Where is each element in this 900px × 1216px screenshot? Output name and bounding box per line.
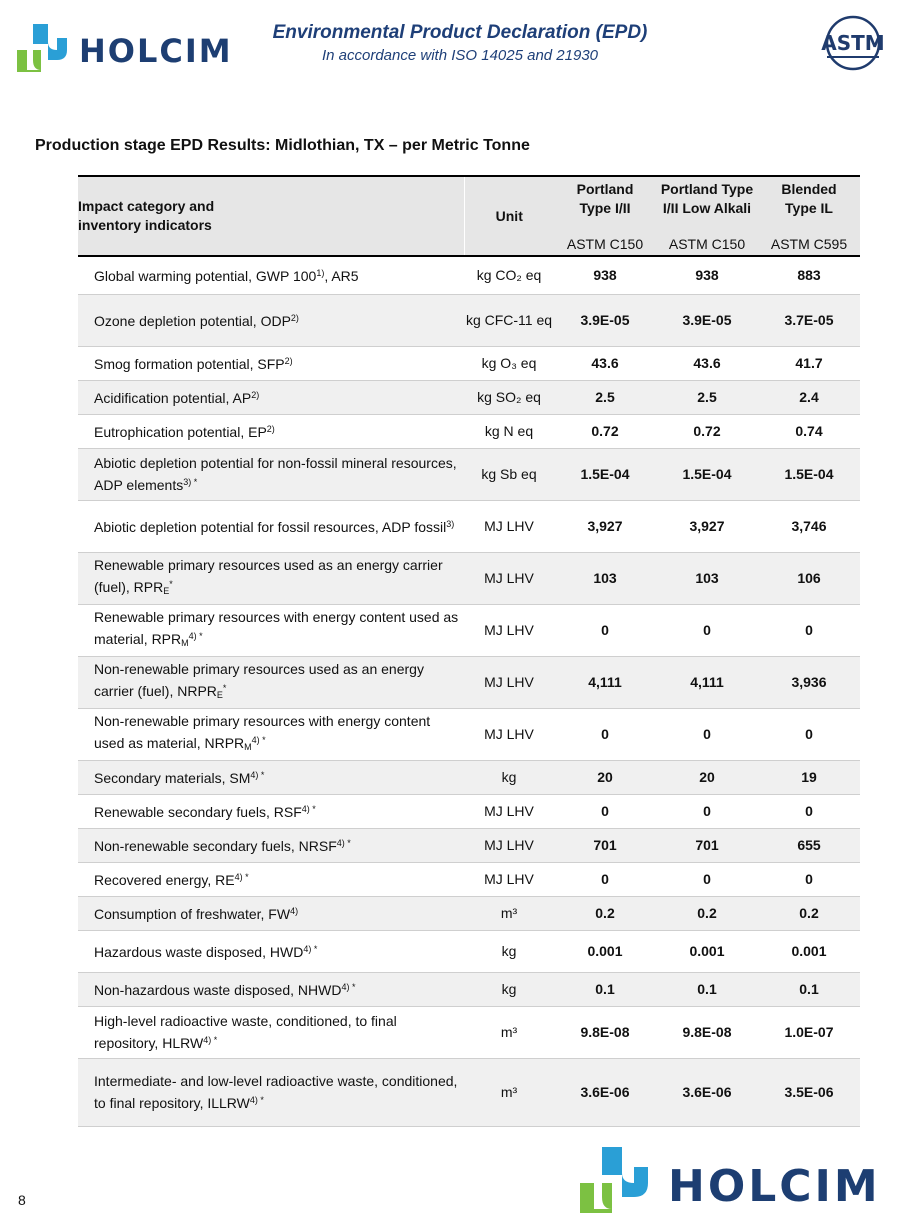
value-cell: 0: [758, 708, 860, 760]
unit-cell: MJ LHV: [464, 552, 554, 604]
unit-cell: MJ LHV: [464, 862, 554, 896]
page-number: 8: [18, 1192, 26, 1208]
indicator-cell: Renewable primary resources used as an energy carrier (fuel), $RPR_E^*$: [78, 552, 464, 604]
indicator-cell: Intermediate- and low-level radioactive waste, conditioned, to final repository, $ILLRW^{4) *}$: [78, 1058, 464, 1126]
table-row: [78, 552, 860, 604]
value-cell: 3.5E-06: [758, 1058, 860, 1126]
value-cell: 103: [554, 552, 656, 604]
value-cell: 883: [758, 256, 860, 294]
table-row: [78, 794, 860, 828]
unit-cell: MJ LHV: [464, 604, 554, 656]
value-cell: 2.4: [758, 380, 860, 414]
page-header: [0, 0, 900, 90]
value-cell: 43.6: [554, 346, 656, 380]
value-cell: 20: [656, 760, 758, 794]
value-cell: 0.001: [554, 930, 656, 972]
table-row: [78, 896, 860, 930]
unit-cell: kg: [464, 972, 554, 1006]
document-title: Environmental Product Declaration (EPD): [272, 22, 648, 43]
value-cell: 0: [758, 862, 860, 896]
value-cell: 1.5E-04: [758, 448, 860, 500]
logo-text: HOLCIM: [79, 32, 233, 70]
indicator-cell: Abiotic depletion potential for fossil resources, ADP fossil$^{3)}$: [78, 500, 464, 552]
value-cell: 0.1: [656, 972, 758, 1006]
value-cell: 20: [554, 760, 656, 794]
product-column-header: Portland Type I/II ASTM C150: [554, 176, 656, 256]
value-cell: 0: [758, 604, 860, 656]
value-cell: 701: [554, 828, 656, 862]
indicator-cell: Acidification potential, AP$^{2)}$: [78, 380, 464, 414]
table-row: [78, 708, 860, 760]
unit-cell: kg O₃ eq: [464, 346, 554, 380]
value-cell: 1.5E-04: [656, 448, 758, 500]
table-header-row: [78, 176, 860, 256]
value-cell: 3.7E-05: [758, 294, 860, 346]
value-cell: 0.2: [758, 896, 860, 930]
value-cell: 1.0E-07: [758, 1006, 860, 1058]
value-cell: 0.2: [554, 896, 656, 930]
table-row: [78, 760, 860, 794]
indicator-cell: Abiotic depletion potential for non-fossil mineral resources, ADP elements$^{3) *}$: [78, 448, 464, 500]
unit-cell: kg: [464, 930, 554, 972]
unit-cell: m³: [464, 1058, 554, 1126]
table-row: [78, 828, 860, 862]
indicator-cell: Renewable secondary fuels, $RSF^{4) *}$: [78, 794, 464, 828]
indicator-cell: Recovered energy, $RE^{4) *}$: [78, 862, 464, 896]
indicator-cell: Non-renewable secondary fuels, $NRSF^{4) *}$: [78, 828, 464, 862]
unit-cell: kg Sb eq: [464, 448, 554, 500]
value-cell: 4,111: [554, 656, 656, 708]
value-cell: 0: [554, 604, 656, 656]
value-cell: 0.72: [656, 414, 758, 448]
value-cell: 0: [554, 862, 656, 896]
unit-cell: m³: [464, 896, 554, 930]
value-cell: 0.72: [554, 414, 656, 448]
value-cell: 3,746: [758, 500, 860, 552]
value-cell: 3,936: [758, 656, 860, 708]
value-cell: 9.8E-08: [656, 1006, 758, 1058]
indicator-cell: Renewable primary resources with energy content used as material, $RPR_M^{4) *}$: [78, 604, 464, 656]
table-row: [78, 656, 860, 708]
table-row: [78, 346, 860, 380]
table-row: [78, 256, 860, 294]
unit-cell: MJ LHV: [464, 500, 554, 552]
value-cell: 0: [758, 794, 860, 828]
indicator-cell: Smog formation potential, SFP$^{2)}$: [78, 346, 464, 380]
indicator-cell: Ozone depletion potential, ODP$^{2)}$: [78, 294, 464, 346]
unit-cell: m³: [464, 1006, 554, 1058]
astm-seal-text: ASTM: [821, 31, 885, 55]
indicator-cell: Non-renewable primary resources with energy content used as material, $NRPR_M^{4) *}$: [78, 708, 464, 760]
value-cell: 0.1: [554, 972, 656, 1006]
value-cell: 4,111: [656, 656, 758, 708]
indicator-column-header: Impact category and inventory indicators: [78, 176, 464, 256]
table-row: [78, 1058, 860, 1126]
indicator-cell: Global warming potential, GWP 100$^{1)}$, AR5: [78, 256, 464, 294]
value-cell: 3.6E-06: [554, 1058, 656, 1126]
value-cell: 0.74: [758, 414, 860, 448]
table-row: [78, 972, 860, 1006]
unit-cell: MJ LHV: [464, 708, 554, 760]
unit-cell: kg CO₂ eq: [464, 256, 554, 294]
value-cell: 19: [758, 760, 860, 794]
unit-cell: MJ LHV: [464, 828, 554, 862]
table-row: [78, 448, 860, 500]
value-cell: 43.6: [656, 346, 758, 380]
value-cell: 106: [758, 552, 860, 604]
unit-cell: kg N eq: [464, 414, 554, 448]
value-cell: 3,927: [554, 500, 656, 552]
table-row: [78, 294, 860, 346]
product-column-header: Portland Type I/II Low Alkali ASTM C150: [656, 176, 758, 256]
product-column-header: Blended Type IL ASTM C595: [758, 176, 860, 256]
value-cell: 2.5: [656, 380, 758, 414]
value-cell: 0: [554, 794, 656, 828]
page-title: Production stage EPD Results: Midlothian, TX – per Metric Tonne: [35, 137, 530, 154]
unit-cell: kg SO₂ eq: [464, 380, 554, 414]
holcim-logo-footer: [580, 1143, 900, 1215]
value-cell: 1.5E-04: [554, 448, 656, 500]
indicator-cell: Eutrophication potential, EP$^{2)}$: [78, 414, 464, 448]
value-cell: 655: [758, 828, 860, 862]
value-cell: 0.2: [656, 896, 758, 930]
table-row: [78, 414, 860, 448]
unit-cell: MJ LHV: [464, 656, 554, 708]
table-row: [78, 930, 860, 972]
value-cell: 3.9E-05: [656, 294, 758, 346]
table-row: [78, 862, 860, 896]
table-row: [78, 500, 860, 552]
epd-results-table: [78, 175, 860, 1127]
document-subtitle: In accordance with ISO 14025 and 21930: [321, 47, 599, 64]
value-cell: 41.7: [758, 346, 860, 380]
indicator-cell: Consumption of freshwater, FW$^{4)}$: [78, 896, 464, 930]
value-cell: 0: [656, 604, 758, 656]
value-cell: 0: [656, 708, 758, 760]
unit-cell: MJ LHV: [464, 794, 554, 828]
unit-cell: kg: [464, 760, 554, 794]
value-cell: 3,927: [656, 500, 758, 552]
value-cell: 0: [554, 708, 656, 760]
footer-logo-text: HOLCIM: [668, 1161, 881, 1212]
unit-cell: kg CFC-11 eq: [464, 294, 554, 346]
value-cell: 0.1: [758, 972, 860, 1006]
table-row: [78, 1006, 860, 1058]
unit-column-header: Unit: [464, 176, 554, 256]
table-row: [78, 380, 860, 414]
value-cell: 0: [656, 794, 758, 828]
value-cell: 938: [554, 256, 656, 294]
value-cell: 0.001: [758, 930, 860, 972]
value-cell: 2.5: [554, 380, 656, 414]
value-cell: 9.8E-08: [554, 1006, 656, 1058]
value-cell: 938: [656, 256, 758, 294]
value-cell: 0: [656, 862, 758, 896]
table-row: [78, 604, 860, 656]
value-cell: 103: [656, 552, 758, 604]
indicator-cell: Hazardous waste disposed, $HWD^{4) *}$: [78, 930, 464, 972]
astm-seal: [812, 10, 894, 76]
value-cell: 3.9E-05: [554, 294, 656, 346]
value-cell: 0.001: [656, 930, 758, 972]
indicator-cell: Non-renewable primary resources used as an energy carrier (fuel), $NRPR_E^*$: [78, 656, 464, 708]
indicator-cell: Non-hazardous waste disposed, $NHWD^{4) *}$: [78, 972, 464, 1006]
value-cell: 3.6E-06: [656, 1058, 758, 1126]
indicator-cell: Secondary materials, $SM^{4) *}$: [78, 760, 464, 794]
value-cell: 701: [656, 828, 758, 862]
indicator-cell: High-level radioactive waste, conditioned, to final repository, $HLRW^{4) *}$: [78, 1006, 464, 1058]
holcim-logo: [17, 20, 247, 74]
